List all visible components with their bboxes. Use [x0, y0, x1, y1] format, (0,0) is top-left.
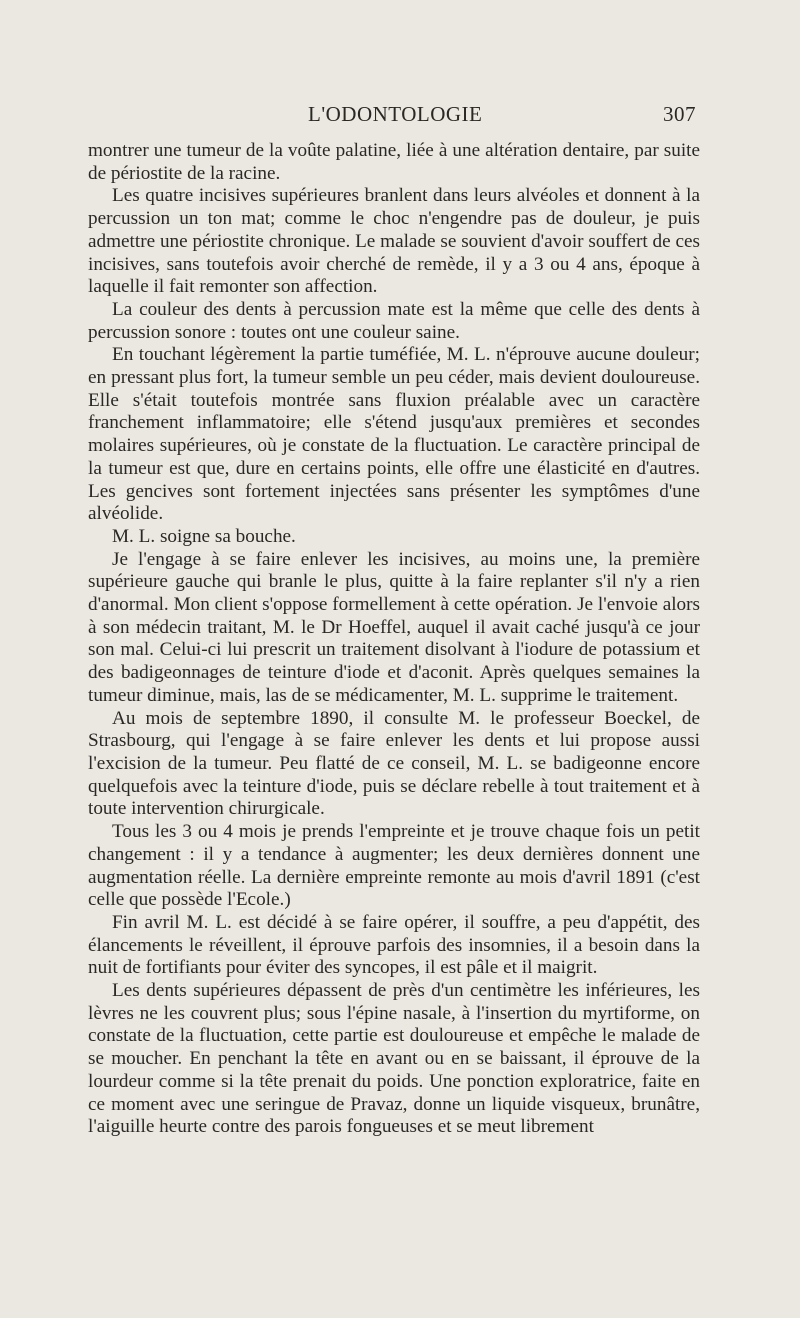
paragraph: Fin avril M. L. est décidé à se faire opérer, il souffre, a peu d'appétit, des élancements le réveillent, il éprouve parfois des insomnies, il a besoin dans la nuit de fortifiants pour éviter des syncopes, il est pâle et il maigrit.: [88, 911, 700, 979]
page-number: 307: [663, 102, 696, 126]
paragraph: Les quatre incisives supérieures branlent dans leurs alvéoles et donnent à la percussion un ton mat; comme le choc n'engendre pas de douleur, je puis admettre une périostite chronique. Le malade se souvient d'avoir souffert de ces incisives, sans toutefois avoir cherché de remède, il y a 3 ou 4 ans, époque à laquelle il fait remonter son affection.: [88, 185, 700, 298]
body-text: [88, 140, 700, 1139]
running-title: L'ODONTOLOGIE: [308, 102, 483, 126]
paragraph: Au mois de septembre 1890, il consulte M. le professeur Boeckel, de Strasbourg, qui l'engage à se faire enlever les dents et lui propose aussi l'excision de la tumeur. Peu flatté de ce conseil, M. L. se badigeonne encore quelquefois avec la teinture d'iode, puis se déclare rebelle à tout traitement et à toute intervention chirurgicale.: [88, 707, 700, 820]
paragraph: Je l'engage à se faire enlever les incisives, au moins une, la première supérieure gauche qui branle le plus, quitte à la faire replanter s'il n'y a rien d'anormal. Mon client s'oppose formellement à cette opération. Je l'envoie alors à son médecin traitant, M. le Dr Hoeffel, auquel il avait caché jusqu'à ce jour son mal. Celui-ci lui prescrit un traitement disolvant à l'iodure de potassium et des badigeonnages de teinture d'iode et d'aconit. Après quelques semaines la tumeur diminue, mais, las de se médicamenter, M. L. supprime le traitement.: [88, 548, 700, 706]
paragraph: En touchant légèrement la partie tuméfiée, M. L. n'éprouve aucune douleur; en pressant plus fort, la tumeur semble un peu céder, mais devient douloureuse. Elle s'était toutefois montrée sans fluxion préalable avec un caractère franchement inflammatoire; elle s'étend jusqu'aux premières et secondes molaires supérieures, où je constate de la fluctuation. Le caractère principal de la tumeur est que, dure en certains points, elle offre une élasticité en d'autres. Les gencives sont fortement injectées sans présenter les symptômes d'une alvéolide.: [88, 344, 700, 525]
paragraph-continuation: montrer une tumeur de la voûte palatine, liée à une altération dentaire, par suite de périostite de la racine.: [88, 140, 700, 184]
paragraph: M. L. soigne sa bouche.: [112, 525, 296, 547]
running-header: [112, 102, 696, 132]
paragraph: Les dents supérieures dépassent de près d'un centimètre les inférieures, les lèvres ne les couvrent plus; sous l'épine nasale, à l'insertion du myrtiforme, on constate de la fluctuation, cette partie est douloureuse et empêche le malade de se moucher. En penchant la tête en avant ou en se baissant, il éprouve de la lourdeur comme si la tête prenait du poids. Une ponction exploratrice, faite en ce moment avec une seringue de Pravaz, donne un liquide visqueux, brunâtre, l'aiguille heurte contre des parois fongueuses et se meut librement: [88, 980, 700, 1138]
paragraph: La couleur des dents à percussion mate est la même que celle des dents à percussion sonore : toutes ont une couleur saine.: [88, 298, 700, 343]
paragraph: Tous les 3 ou 4 mois je prends l'empreinte et je trouve chaque fois un petit changement : il y a tendance à augmenter; les deux dernières donnent une augmentation réelle. La dernière empreinte remonte au mois d'avril 1891 (c'est celle que possède l'Ecole.): [88, 821, 700, 911]
